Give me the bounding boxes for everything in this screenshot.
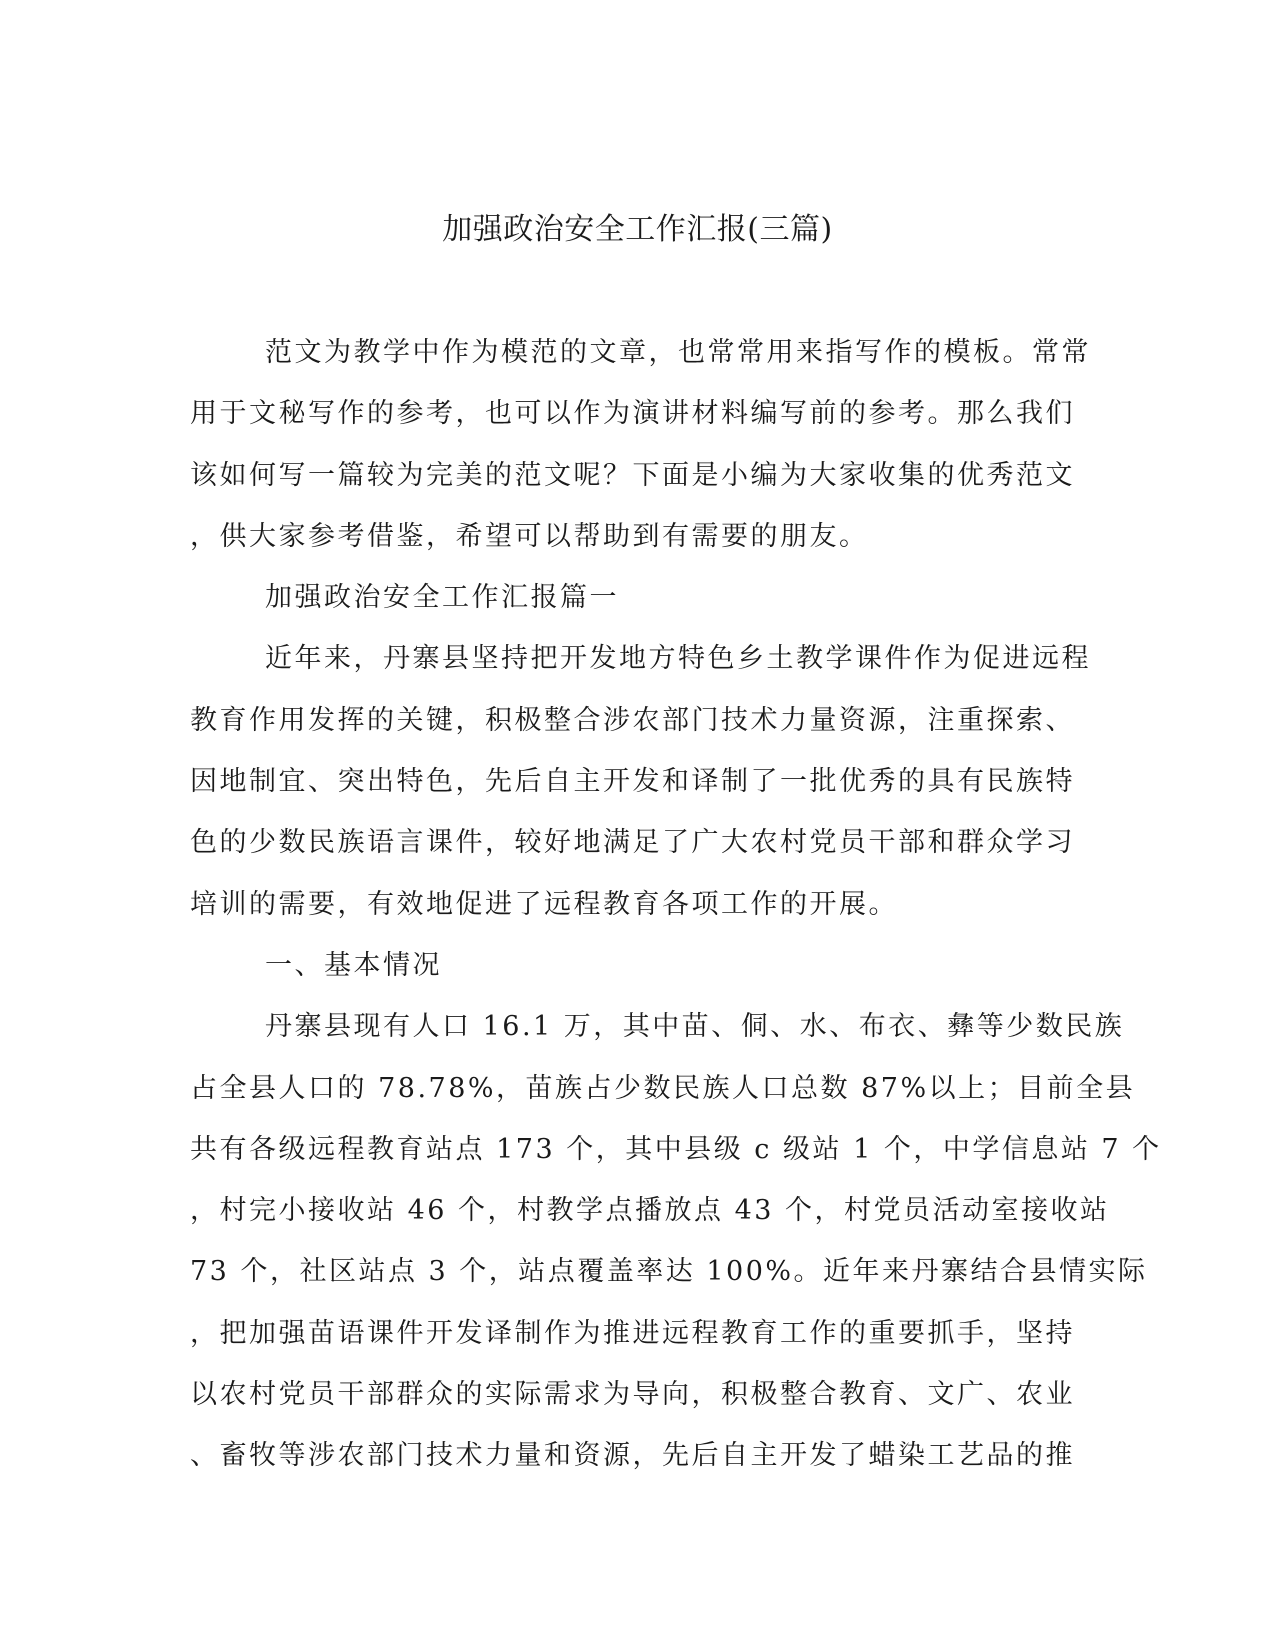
body-line: 色的少数民族语言课件，较好地满足了广大农村党员干部和群众学习: [190, 827, 1075, 859]
body-line: 用于文秘写作的参考，也可以作为演讲材料编写前的参考。那么我们: [190, 398, 1075, 430]
body-line: 教育作用发挥的关键，积极整合涉农部门技术力量资源，注重探索、: [190, 704, 1075, 736]
body-line: 培训的需要，有效地促进了远程教育各项工作的开展。: [190, 888, 898, 920]
body-line: 范文为教学中作为模范的文章，也常常用来指写作的模板。常常: [265, 337, 1091, 368]
body-line: 73 个，社区站点 3 个，站点覆盖率达 100%。近年来丹寨结合县情实际: [190, 1256, 1148, 1288]
body-line: 近年来，丹寨县坚持把开发地方特色乡土教学课件作为促进远程: [265, 643, 1091, 675]
body-line: 、畜牧等涉农部门技术力量和资源，先后自主开发了蜡染工艺品的推: [190, 1440, 1075, 1472]
body-line: ，把加强苗语课件开发译制作为推进远程教育工作的重要抓手，坚持: [190, 1317, 1075, 1349]
body-line: 占全县人口的 78.78%，苗族占少数民族人口总数 87%以上；目前全县: [190, 1072, 1136, 1104]
body-line: ，村完小接收站 46 个，村教学点播放点 43 个，村党员活动室接收站: [190, 1195, 1110, 1227]
body-line: 该如何写一篇较为完美的范文呢？下面是小编为大家收集的优秀范文: [190, 459, 1075, 491]
body-line: ，供大家参考借鉴，希望可以帮助到有需要的朋友。: [190, 520, 869, 552]
body-line: 加强政治安全工作汇报篇一: [265, 582, 619, 614]
body-line: 一、基本情况: [265, 949, 442, 981]
document-title: 加强政治安全工作汇报(三篇): [442, 212, 833, 247]
document-body: [190, 322, 1162, 1487]
body-line: 共有各级远程教育站点 173 个，其中县级 c 级站 1 个，中学信息站 7 个: [190, 1133, 1162, 1165]
body-line: 丹寨县现有人口 16.1 万，其中苗、侗、水、布衣、彝等少数民族: [265, 1011, 1125, 1043]
body-line: 因地制宜、突出特色，先后自主开发和译制了一批优秀的具有民族特: [190, 766, 1075, 798]
body-line: 以农村党员干部群众的实际需求为导向，积极整合教育、文广、农业: [190, 1379, 1075, 1411]
